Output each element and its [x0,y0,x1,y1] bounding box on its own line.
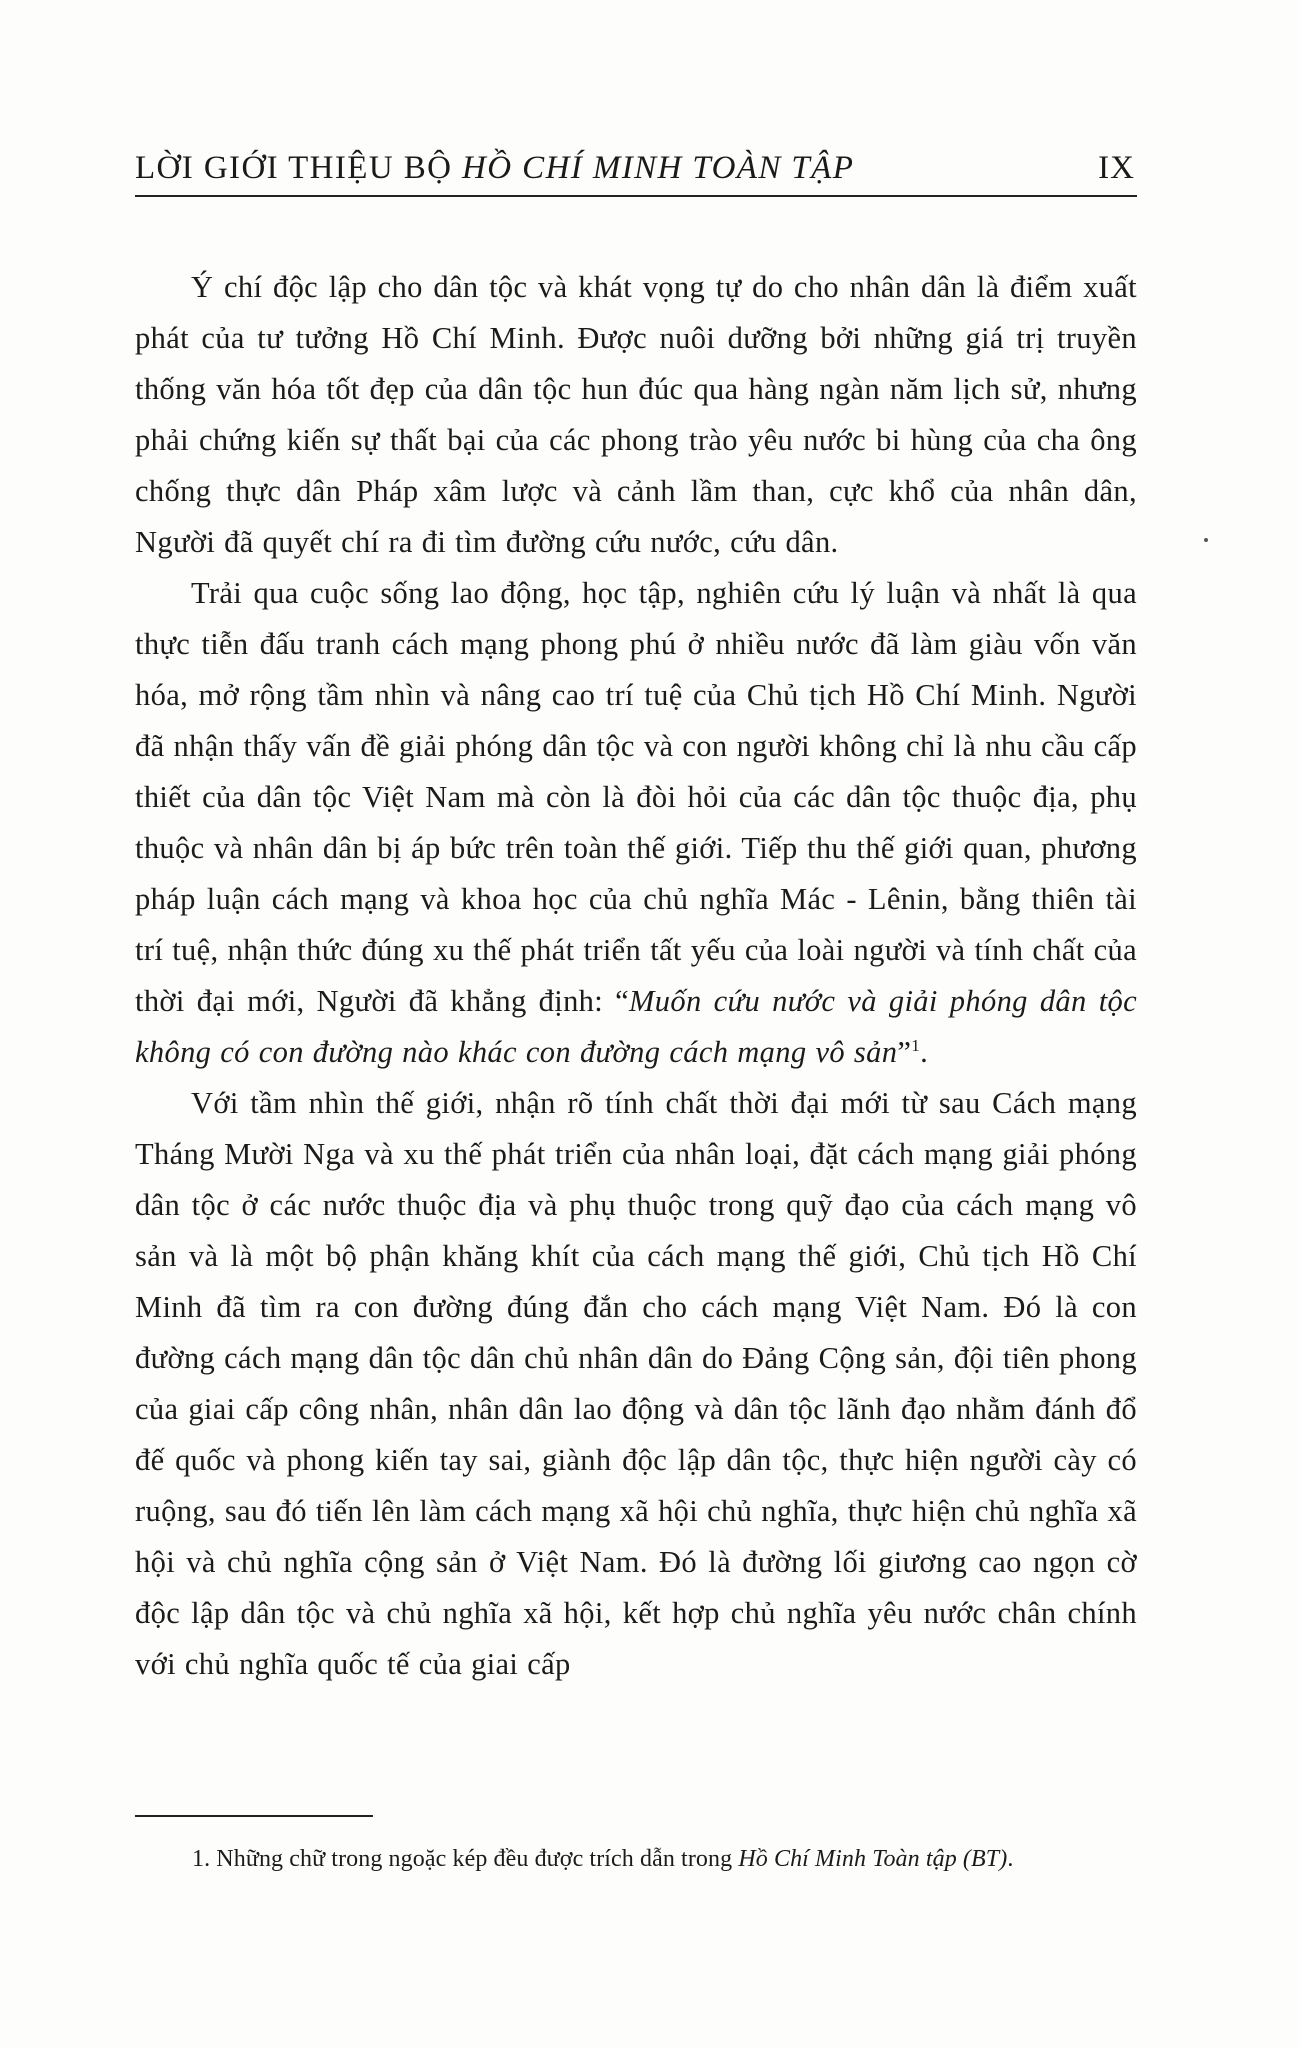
footnote-italic: Hồ Chí Minh Toàn tập (BT) [738,1846,1008,1872]
paragraph-1-text: Ý chí độc lập cho dân tộc và khát vọng tự do cho nhân dân là điểm xuất phát của tư tưởng Hồ Chí Minh. Được nuôi dưỡng bởi những giá trị truyền thống văn hóa tốt đẹp của dân tộc hun đúc qua hàng ngàn năm lịch sử, nhưng phải chứng kiến sự thất bại của các phong trào yêu nước bi hùng của cha ông chống thực dân Pháp xâm lược và cảnh lầm than, cực khổ của nhân dân, Người đã quyết chí ra đi tìm đường cứu nước, cứu dân. [135,270,1137,559]
paragraph-3-text: Với tầm nhìn thế giới, nhận rõ tính chất thời đại mới từ sau Cách mạng Tháng Mười Nga và xu thế phát triển của nhân loại, đặt cách mạng giải phóng dân tộc ở các nước thuộc địa và phụ thuộc trong quỹ đạo của cách mạng vô sản và là một bộ phận khăng khít của cách mạng thế giới, Chủ tịch Hồ Chí Minh đã tìm ra con đường đúng đắn cho cách mạng Việt Nam. Đó là con đường cách mạng dân tộc dân chủ nhân dân do Đảng Cộng sản, đội tiên phong của giai cấp công nhân, nhân dân lao động và dân tộc lãnh đạo nhằm đánh đổ đế quốc và phong kiến tay sai, giành độc lập dân tộc, thực hiện người cày có ruộng, sau đó tiến lên làm cách mạng xã hội chủ nghĩa, thực hiện chủ nghĩa xã hội và chủ nghĩa cộng sản ở Việt Nam. Đó là đường lối giương cao ngọn cờ độc lập dân tộc và chủ nghĩa xã hội, kết hợp chủ nghĩa yêu nước chân chính với chủ nghĩa quốc tế của giai cấp [135,1086,1137,1681]
paragraph-2 [135,568,1137,1078]
header-title-plain: LỜI GIỚI THIỆU BỘ [135,150,463,186]
scan-speck [1204,538,1208,542]
quotation-close: ” [897,1035,912,1069]
footnote-text: 1. Những chữ trong ngoặc kép đều được trích dẫn trong [192,1846,739,1872]
page-number: IX [1098,150,1135,186]
header-title [135,150,854,187]
paragraph-3 [135,1078,1137,1690]
footnote-reference: 1 [911,1035,921,1055]
footnote-divider [135,1815,373,1817]
footnote [192,1843,1137,1875]
body-text [135,262,1137,1690]
header-title-italic: HỒ CHÍ MINH TOÀN TẬP [462,150,855,186]
quotation: Muốn cứu nước và giải phóng dân tộc không có con đường nào khác con đường cách mạng vô sản [135,984,1138,1069]
footnote-end: . [1007,1846,1014,1872]
running-header [135,143,1137,197]
paragraph-1 [135,262,1137,568]
paragraph-2-text: Trải qua cuộc sống lao động, học tập, nghiên cứu lý luận và nhất là qua thực tiễn đấu tranh cách mạng phong phú ở nhiều nước đã làm giàu vốn văn hóa, mở rộng tầm nhìn và nâng cao trí tuệ của Chủ tịch Hồ Chí Minh. Người đã nhận thấy vấn đề giải phóng dân tộc và con người không chỉ là nhu cầu cấp thiết của dân tộc Việt Nam mà còn là đòi hỏi của các dân tộc thuộc địa, phụ thuộc và nhân dân bị áp bức trên toàn thế giới. Tiếp thu thế giới quan, phương pháp luận cách mạng và khoa học của chủ nghĩa Mác - Lênin, bằng thiên tài trí tuệ, nhận thức đúng xu thế phát triển tất yếu của loài người và tính chất của thời đại mới, Người đã khẳng định: “ [135,576,1137,1018]
paragraph-2-end: . [920,1035,929,1069]
